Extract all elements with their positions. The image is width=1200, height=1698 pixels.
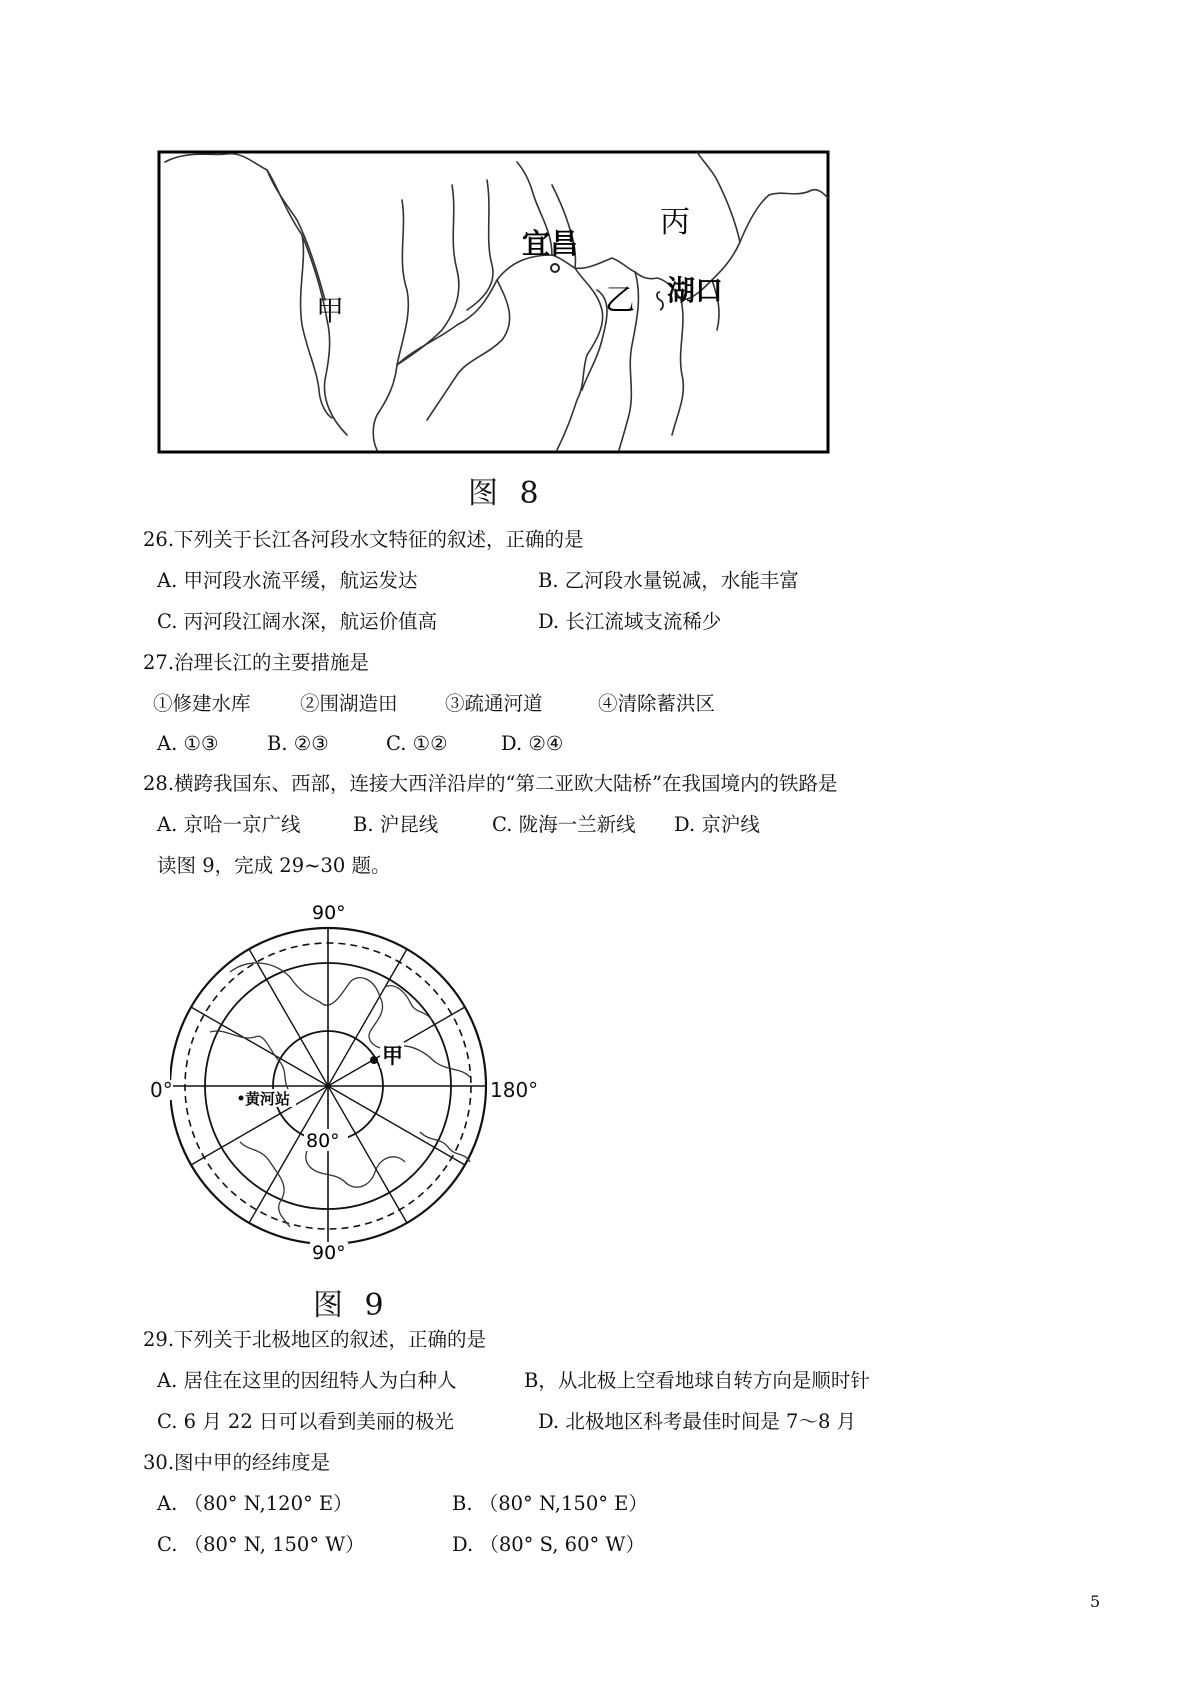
q29-option-b: B，从北极上空看地球自转方向是顺时针 (524, 1369, 870, 1392)
q26-option-b: B. 乙河段水量锐减，水能丰富 (538, 569, 799, 592)
label-jia-fig9: 甲 (382, 1044, 403, 1068)
q28-option-d: D. 京沪线 (674, 813, 760, 836)
q27-measure-3: ③疏通河道 (445, 692, 543, 715)
q29-option-c: C. 6 月 22 日可以看到美丽的极光 (157, 1410, 454, 1433)
label-180-degrees: 180° (490, 1078, 539, 1102)
label-bing: 丙 (660, 205, 690, 240)
q26-stem: 26.下列关于长江各河段水文特征的叙述，正确的是 (143, 528, 584, 551)
label-jia: 甲 (316, 294, 345, 327)
yichang-marker-icon (551, 264, 559, 272)
q27-option-b: B. ②③ (267, 732, 329, 755)
figure-8-map (157, 150, 830, 454)
page-number: 5 (1090, 1592, 1101, 1611)
q26-option-d: D. 长江流域支流稀少 (538, 610, 722, 633)
q30-option-c: C. （80° N, 150° W） (157, 1533, 365, 1556)
figure-8-caption: 图 8 (468, 476, 545, 511)
q28-stem: 28.横跨我国东、西部，连接大西洋沿岸的“第二亚欧大陆桥”在我国境内的铁路是 (143, 772, 838, 795)
label-80-degrees: 80° (306, 1130, 340, 1152)
station-marker-icon (239, 1096, 244, 1101)
q29-stem: 29.下列关于北极地区的叙述，正确的是 (143, 1328, 487, 1351)
label-bottom-90: 90° (312, 1242, 346, 1262)
q26-option-a: A. 甲河段水流平缓，航运发达 (157, 569, 418, 592)
q30-option-d: D. （80° S, 60° W） (452, 1533, 645, 1556)
label-hukou: 湖口 (667, 274, 724, 307)
q27-measure-1: ①修建水库 (153, 692, 251, 715)
label-top-90: 90° (312, 902, 346, 924)
q27-measure-2: ②围湖造田 (300, 692, 398, 715)
point-jia-marker-icon (370, 1056, 378, 1064)
label-0-degrees: 0° (150, 1078, 173, 1102)
q30-stem: 30.图中甲的经纬度是 (143, 1451, 331, 1474)
label-yichang: 宜昌 (522, 227, 579, 260)
q27-option-a: A. ①③ (157, 732, 219, 755)
q27-stem: 27.治理长江的主要措施是 (143, 651, 370, 674)
q28-option-a: A. 京哈一京广线 (157, 813, 301, 836)
q30-option-b: B. （80° N,150° E） (452, 1492, 648, 1515)
figure-9-polar-map (170, 902, 530, 1262)
q26-option-c: C. 丙河段江阔水深，航运价值高 (157, 610, 438, 633)
q27-option-c: C. ①② (386, 732, 448, 755)
q30-option-a: A. （80° N,120° E） (157, 1492, 353, 1515)
q28-option-c: C. 陇海一兰新线 (492, 813, 636, 836)
label-huanghe-station: 黄河站 (245, 1090, 291, 1108)
q27-measure-4: ④清除蓄洪区 (598, 692, 716, 715)
q29-option-a: A. 居住在这里的因纽特人为白种人 (157, 1369, 457, 1392)
figure-9-caption: 图 9 (313, 1288, 390, 1323)
q29-option-d: D. 北极地区科考最佳时间是 7～8 月 (538, 1410, 857, 1433)
q28-option-b: B. 沪昆线 (353, 813, 439, 836)
instruction-text: 读图 9，完成 29~30 题。 (157, 854, 391, 877)
label-yi: 乙 (605, 283, 635, 318)
q27-option-d: D. ②④ (501, 732, 564, 755)
